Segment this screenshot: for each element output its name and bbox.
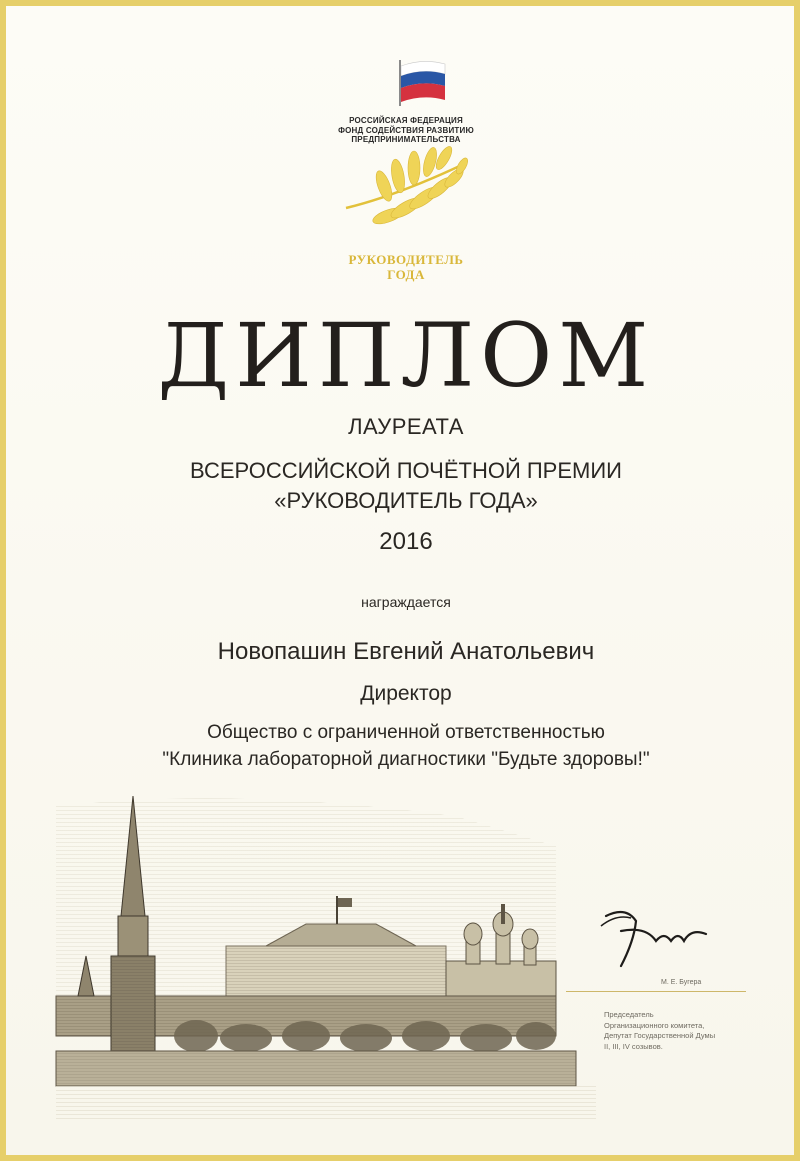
prize-name-line-1: ВСЕРОССИЙСКОЙ ПОЧЁТНОЙ ПРЕМИИ xyxy=(190,458,622,483)
signature-image xyxy=(596,886,716,976)
diploma-title: ДИПЛОМ xyxy=(157,304,655,407)
recipient-name: Новопашин Евгений Анатольевич xyxy=(217,638,595,665)
award-line-2: ГОДА xyxy=(387,267,425,282)
awarded-label: награждается xyxy=(361,594,451,610)
signature-line xyxy=(566,991,746,992)
award-logo-text xyxy=(6,252,800,282)
laurel-branch-icon xyxy=(336,146,476,246)
recipient-position: Директор xyxy=(360,682,452,705)
prize-name-line-2: «РУКОВОДИТЕЛЬ ГОДА» xyxy=(274,488,538,513)
signatory-name: М. Е. Бугера xyxy=(661,979,702,986)
russian-flag-logo-icon xyxy=(393,56,453,108)
organization-name xyxy=(6,116,800,145)
company-line-1: Общество с ограниченной ответственностью xyxy=(207,722,605,743)
role-line-2: Организационного комитета, xyxy=(604,1020,705,1030)
role-line-1: Председатель xyxy=(604,1010,654,1019)
signatory-role xyxy=(604,1010,715,1052)
kremlin-engraving-image xyxy=(36,786,596,1126)
role-line-4: II, III, IV созывов. xyxy=(604,1041,663,1051)
org-line-2: ФОНД СОДЕЙСТВИЯ РАЗВИТИЮ xyxy=(338,125,474,135)
award-line-1: РУКОВОДИТЕЛЬ xyxy=(348,252,464,267)
company-line-2: "Клиника лабораторной диагностики "Будьте здоровы!" xyxy=(162,749,650,770)
org-line-3: ПРЕДПРИНИМАТЕЛЬСТВА xyxy=(351,135,461,144)
role-line-3: Депутат Государственной Думы xyxy=(604,1031,716,1040)
award-year: 2016 xyxy=(379,528,433,555)
laureate-label: ЛАУРЕАТА xyxy=(348,414,464,439)
org-line-1: РОССИЙСКАЯ ФЕДЕРАЦИЯ xyxy=(349,116,463,125)
